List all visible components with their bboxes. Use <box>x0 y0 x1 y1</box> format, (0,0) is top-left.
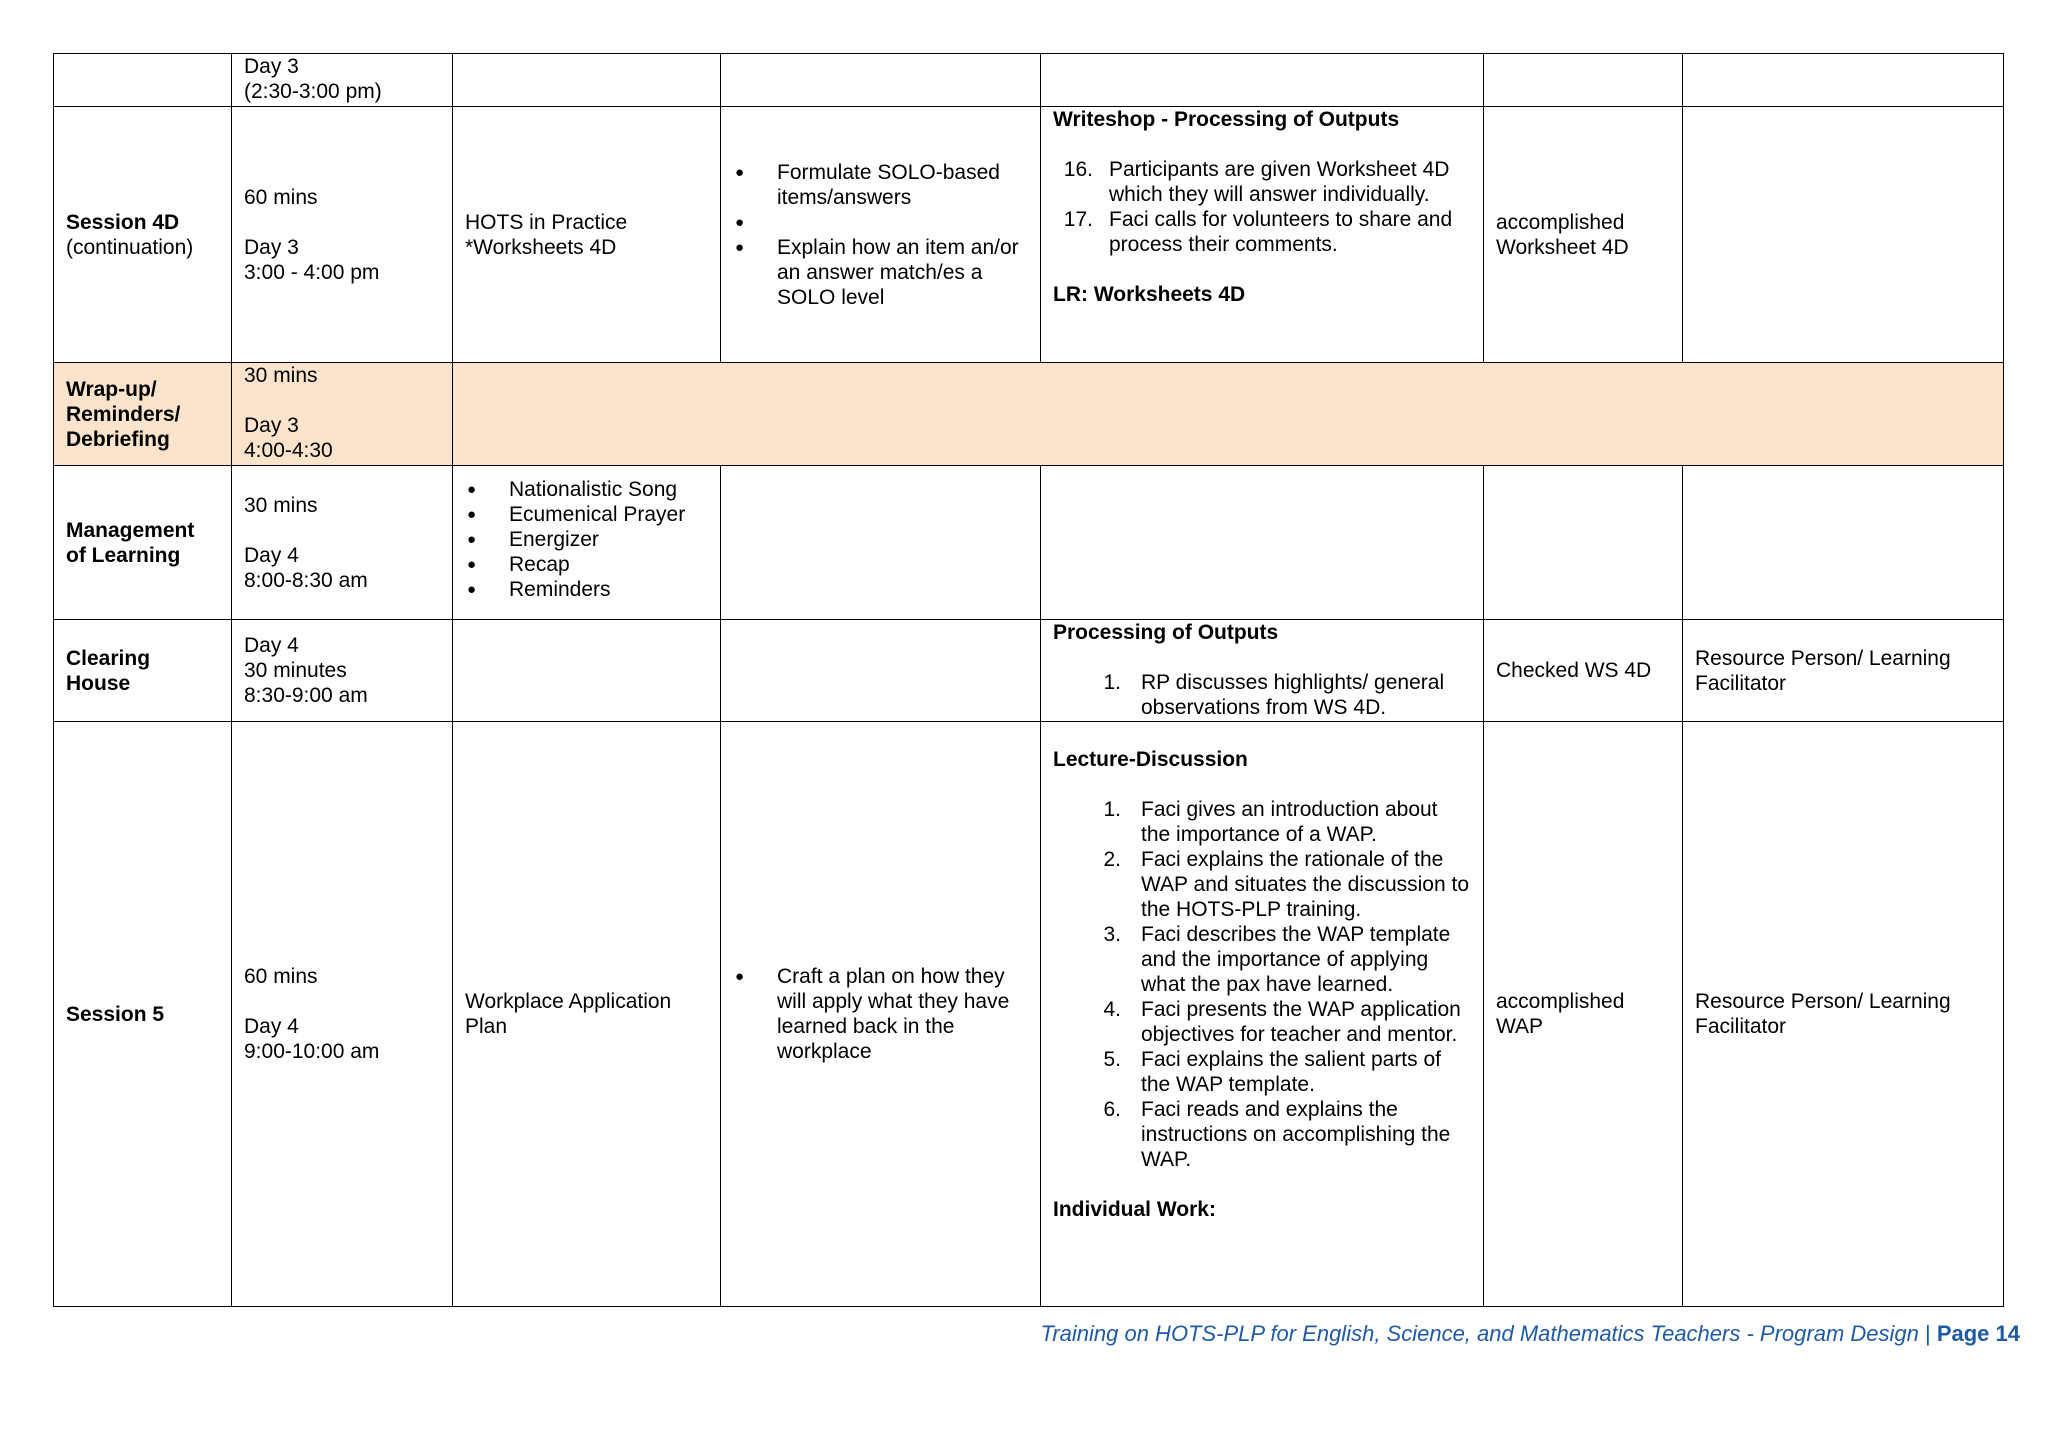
program-design-table <box>53 53 2004 1307</box>
person-cell <box>1683 722 2004 1307</box>
objectives-cell <box>721 722 1041 1307</box>
table-row <box>54 722 2004 1307</box>
topic-cell <box>453 107 721 363</box>
session-title: of Learning <box>66 543 181 567</box>
time-cell <box>232 722 453 1307</box>
step-text: Faci calls for volunteers to share and process their comments. <box>1109 208 1453 256</box>
step-text: Participants are given Worksheet 4D which they will answer individually. <box>1109 158 1450 206</box>
page-number: Page 14 <box>1936 1321 2020 1346</box>
time-cell <box>232 54 453 107</box>
session-cell <box>54 620 232 722</box>
day-text: Day 4 <box>244 1015 299 1038</box>
list-item <box>1053 157 1471 207</box>
session-title: Debriefing <box>66 427 170 451</box>
time-cell <box>232 107 453 363</box>
session-cell <box>54 466 232 620</box>
person-cell <box>1683 107 2004 363</box>
list-item <box>1053 670 1471 720</box>
step-number: 17. <box>1063 208 1093 231</box>
list-item: ● Formulate SOLO-based items/answers <box>733 160 1028 210</box>
day-text: Day 4 <box>244 543 299 567</box>
duration-text: 30 minutes <box>244 659 347 682</box>
time-text: 8:00-8:30 am <box>244 568 368 592</box>
table-row <box>54 363 2004 466</box>
day-text: Day 3 <box>244 55 299 78</box>
output-cell <box>1484 466 1683 620</box>
step-text: RP discusses highlights/ general observations from WS 4D. <box>1141 671 1445 719</box>
activity-footer: Individual Work: <box>1053 1198 1216 1221</box>
step-number: 6. <box>1103 1098 1121 1121</box>
learning-resources: LR: Worksheets 4D <box>1053 283 1246 306</box>
objectives-list <box>733 964 1028 1064</box>
step-text: Faci describes the WAP template and the importance of applying what the pax have learned. <box>1141 923 1451 996</box>
objectives-cell <box>721 466 1041 620</box>
steps-list <box>1053 797 1471 1172</box>
session-title: Reminders/ <box>66 402 181 426</box>
time-cell <box>232 620 453 722</box>
session-cell <box>54 363 232 466</box>
list-item <box>1053 997 1471 1047</box>
time-text: 4:00-4:30 <box>244 439 333 462</box>
person-cell <box>1683 620 2004 722</box>
day-text: Day 4 <box>244 634 299 657</box>
step-number: 1. <box>1103 671 1121 694</box>
activity-heading: Lecture-Discussion <box>1053 748 1248 771</box>
objectives-cell <box>721 54 1041 107</box>
list-item: ● Explain how an item an/or an answer match/es a SOLO level <box>733 235 1028 310</box>
activities-cell <box>1041 722 1484 1307</box>
time-text: 9:00-10:00 am <box>244 1040 380 1063</box>
topic-cell <box>453 466 721 620</box>
topic-text: HOTS in Practice <box>465 210 628 234</box>
list-item <box>1053 847 1471 922</box>
topic-cell <box>453 722 721 1307</box>
session-cell <box>54 54 232 107</box>
person-text: Resource Person/ Learning Facilitator <box>1695 646 1951 695</box>
session-title: Session 5 <box>66 1002 165 1026</box>
step-number: 4. <box>1103 998 1121 1021</box>
list-item <box>1053 207 1471 257</box>
list-item: ● Nationalistic Song <box>465 477 708 502</box>
step-text: Faci reads and explains the instructions on accomplishing the WAP. <box>1141 1098 1451 1171</box>
output-text: Checked WS 4D <box>1496 659 1652 682</box>
day-text: Day 3 <box>244 414 299 437</box>
duration-text: 60 mins <box>244 965 318 988</box>
person-text: Resource Person/ Learning Facilitator <box>1695 990 1951 1038</box>
session-title: House <box>66 671 131 695</box>
list-item <box>1053 1047 1471 1097</box>
table-row <box>54 54 2004 107</box>
table-row <box>54 620 2004 722</box>
session-title: Management <box>66 518 195 542</box>
activities-cell <box>1041 620 1484 722</box>
duration-text: 30 mins <box>244 493 318 517</box>
time-text: 3:00 - 4:00 pm <box>244 260 380 284</box>
time-text: 8:30-9:00 am <box>244 684 368 707</box>
activity-list <box>465 477 708 602</box>
session-cell <box>54 722 232 1307</box>
session-cell <box>54 107 232 363</box>
duration-text: 60 mins <box>244 185 318 209</box>
topic-text: Workplace Application Plan <box>465 990 672 1038</box>
step-number: 5. <box>1103 1048 1121 1071</box>
objectives-cell <box>721 107 1041 363</box>
objectives-list <box>733 160 1028 310</box>
steps-list <box>1053 157 1471 257</box>
topic-cell <box>453 54 721 107</box>
output-text: WAP <box>1496 1015 1544 1038</box>
output-cell <box>1484 722 1683 1307</box>
output-cell <box>1484 620 1683 722</box>
session-title: Wrap-up/ <box>66 377 157 401</box>
output-cell <box>1484 107 1683 363</box>
table-row <box>54 107 2004 363</box>
step-number: 3. <box>1103 923 1121 946</box>
list-item: ● Recap <box>465 552 708 577</box>
steps-list <box>1053 670 1471 720</box>
footer-title: Training on HOTS-PLP for English, Science, and Mathematics Teachers - Program Design <box>1040 1321 1919 1346</box>
list-item <box>1053 1097 1471 1172</box>
session-title: Session 4D <box>66 210 180 234</box>
step-text: Faci explains the rationale of the WAP and situates the discussion to the HOTS-PLP training. <box>1141 848 1470 921</box>
wrap-up-merged-cell <box>453 363 2004 466</box>
activities-cell <box>1041 54 1484 107</box>
activities-cell <box>1041 466 1484 620</box>
activities-cell <box>1041 107 1484 363</box>
step-number: 2. <box>1103 848 1121 871</box>
topic-text: *Worksheets 4D <box>465 235 617 259</box>
session-subtitle: (continuation) <box>66 235 194 259</box>
list-item <box>1053 922 1471 997</box>
session-title: Clearing <box>66 646 151 670</box>
list-item <box>1053 797 1471 847</box>
duration-text: 30 mins <box>244 364 318 387</box>
topic-cell <box>453 620 721 722</box>
footer-separator: | <box>1918 1321 1937 1346</box>
page-footer <box>1041 1321 2020 1347</box>
time-cell <box>232 466 453 620</box>
step-number: 1. <box>1103 798 1121 821</box>
step-text: Faci presents the WAP application objectives for teacher and mentor. <box>1141 998 1461 1046</box>
time-cell <box>232 363 453 466</box>
person-cell <box>1683 466 2004 620</box>
output-text: accomplished <box>1496 210 1625 234</box>
step-number: 16. <box>1063 158 1093 181</box>
list-item: ● Energizer <box>465 527 708 552</box>
list-item: ● Reminders <box>465 577 708 602</box>
activity-heading: Writeshop - Processing of Outputs <box>1053 108 1400 131</box>
output-text: Worksheet 4D <box>1496 235 1629 259</box>
output-text: accomplished <box>1496 990 1625 1013</box>
list-item: ● Craft a plan on how they will apply what they have learned back in the workplace <box>733 964 1028 1064</box>
output-cell <box>1484 54 1683 107</box>
step-text: Faci explains the salient parts of the WAP template. <box>1141 1048 1441 1096</box>
time-text: (2:30-3:00 pm) <box>244 80 382 103</box>
activity-heading: Processing of Outputs <box>1053 621 1279 644</box>
list-item: ● Ecumenical Prayer <box>465 502 708 527</box>
step-text: Faci gives an introduction about the importance of a WAP. <box>1141 798 1438 846</box>
table-row <box>54 466 2004 620</box>
person-cell <box>1683 54 2004 107</box>
day-text: Day 3 <box>244 235 299 259</box>
objectives-cell <box>721 620 1041 722</box>
